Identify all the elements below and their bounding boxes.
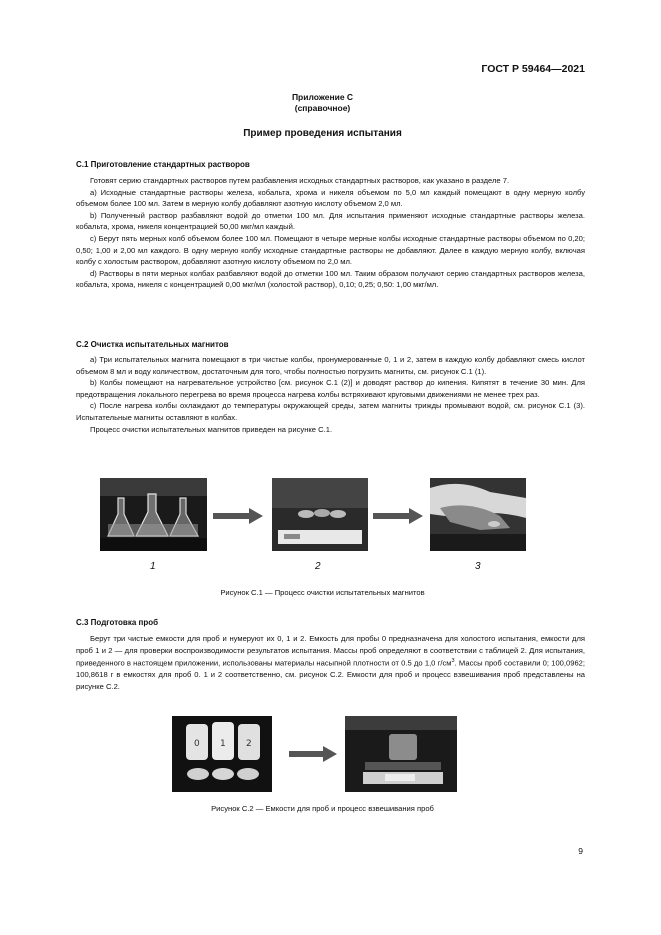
svg-text:2: 2 (246, 739, 252, 749)
svg-text:0: 0 (194, 739, 200, 749)
paragraph: Готовят серию стандартных растворов путем разбавления исходных стандартных растворов, как указано в разделе 7. (90, 176, 510, 185)
main-title: Пример проведения испытания (243, 128, 402, 139)
section-c1-body (76, 175, 585, 291)
arrow-right-icon (213, 508, 263, 529)
paragraph (76, 633, 585, 693)
arrow-right-icon (289, 746, 337, 767)
figure-label-3: 3 (475, 561, 481, 572)
paragraph: c) Берут пять мерных колб объемом более 100 мл. Помещают в четыре мерные колбы исходные стандартные растворы объемом по 0,20; 0,50; 1,00 и 2,00 мл каждого. В одну мерную колбу исходные стандартные растворы не добавляют. Далее в каждую мерную колбу, включая колбу с холостым раствором, добавляют азотную кислоту объемом по 2,0 мл. (76, 233, 585, 267)
paragraph: Процесс очистки испытательных магнитов приведен на рисунке С.1. (90, 424, 333, 434)
appendix-title: Приложение С (291, 92, 354, 102)
photo-washing-magnets (430, 478, 526, 551)
photo-sample-containers (172, 716, 272, 792)
figure-label-1: 1 (150, 561, 156, 572)
paragraph: а) Исходные стандартные растворы железа, кобальта, хрома и никеля объемом по 5,0 мл каждый помещают в одну мерную колбу объемом более 100 мл. Затем в мерную колбу добавляют азотную кислоту объемом 2,0 мл. (76, 187, 585, 209)
page-number: 9 (578, 846, 583, 856)
paragraph: а) Три испытательных магнита помещают в три чистые колбы, пронумерованные 0, 1 и 2, затем в каждую колбу добавляют смесь кислот объемом 8 мл и воду количеством, достаточным для того, чтобы полностью погрузить магниты, см. рисунок С.1 (1). (76, 355, 585, 376)
paragraph-text: . Массы проб составили 0; 100,0962; 100,8618 г в емкостях для проб 0. 1 и 2 соответственно, см. рисунок С.2. Емкости для проб и процесс взвешивания проб представлены на рисунке С.2. (76, 658, 586, 691)
section-heading-c2: С.2 Очистка испытательных магнитов (76, 340, 229, 349)
paragraph: b) Полученный раствор разбавляют водой до отметки 100 мл. Для испытания применяют исходные стандартные растворы железа. кобальта, хрома, никеля концентрацией 50,00 мкг/мл каждый. (76, 210, 585, 232)
photo-heating-device (272, 478, 368, 551)
arrow-right-icon (373, 508, 423, 529)
section-heading-c3: С.3 Подготовка проб (76, 618, 159, 627)
superscript: 3 (451, 658, 455, 665)
paragraph: b) Колбы помещают на нагревательное устройство [см. рисунок С.1 (2)] и доводят раствор до кипения. Кипятят в течение 30 мин. Для предотвращения локального перегрева во время процесса нагрева колбы встряхивают круговыми движениями не менее трех раз. (76, 378, 585, 399)
paragraph: d) Растворы в пяти мерных колбах разбавляют водой до отметки 100 мл. Таким образом получают серию стандартных растворов железа, кобальта, хрома, никеля с концентрацией 0,00 мкг/мл (холостой раствор), 0,10; 0,25; 0,50: 1,00 мкг/мл. (76, 268, 585, 290)
section-c3-body (76, 633, 585, 693)
paragraph: c) После нагрева колбы охлаждают до температуры окружающей среды, затем магниты трижды промывают водой, см. рисунок С.1 (3). Испытательные магниты оставляют в колбах. (76, 401, 585, 422)
svg-text:1: 1 (220, 739, 226, 749)
section-c2-body (76, 354, 585, 435)
appendix-note: (справочное) (294, 103, 351, 113)
photo-flasks-with-magnets (100, 478, 207, 551)
figure-label-2: 2 (315, 561, 321, 572)
figure-c1-caption: Рисунок С.1 — Процесс очистки испытательных магнитов (220, 588, 425, 597)
section-heading-c1: С.1 Приготовление стандартных растворов (76, 160, 250, 169)
paragraph-text: Берут три чистые емкости для проб и нумеруют их 0, 1 и 2. Емкость для пробы 0 предназначена для холостого испытания, емкости для проб 1 и 2 — для проверки воспроизводимости результатов испытания. Массы проб определяют в соответствии с таблицей 2. Для испытания, приведенного в настоящем приложении, использованы материалы насыпной плотности от 0.5 до 1,0 г/см (76, 634, 585, 668)
figure-c2-caption: Рисунок С.2 — Емкости для проб и процесс взвешивания проб (211, 804, 434, 813)
photo-weighing-process (345, 716, 457, 792)
standard-number: ГОСТ Р 59464—2021 (481, 63, 585, 75)
